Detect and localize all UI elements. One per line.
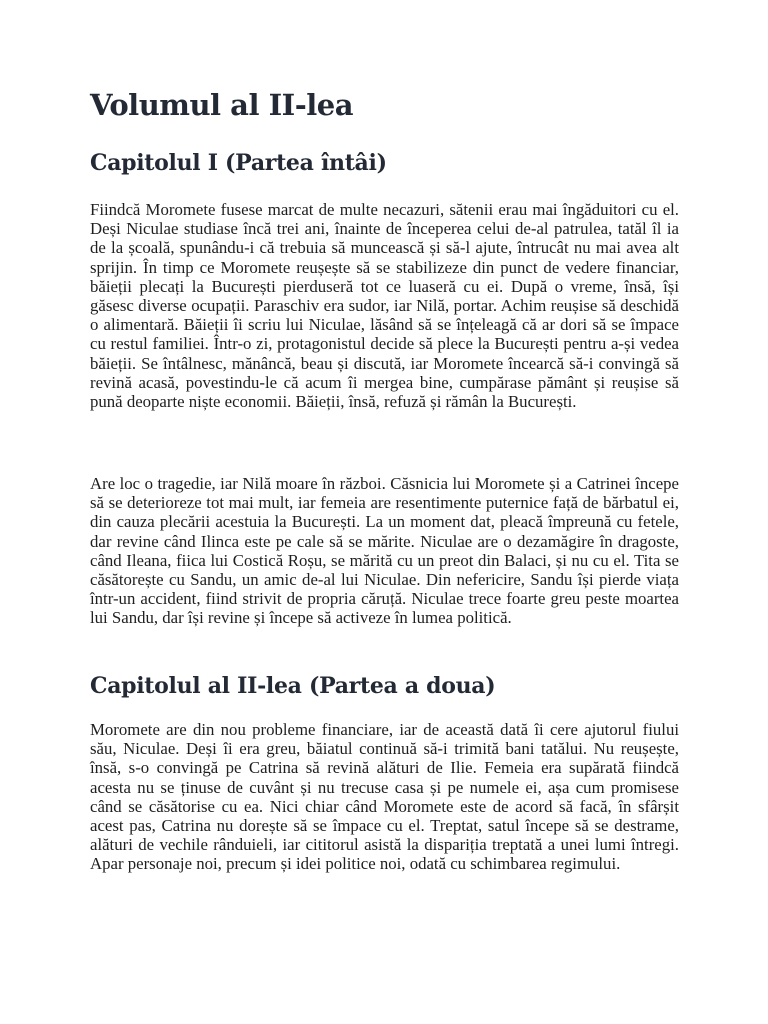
chapter-1-paragraph-1: Fiindcă Moromete fusese marcat de multe necazuri, sătenii erau mai îngăduitori cu el. Deși Niculae studiase încă trei ani, înainte de începerea celui de-al patrulea, tatăl îl ia de la școală, spunându-i că trebuia să muncească și să-l ajute, întrucât nu mai avea alt sprijin. În timp ce Moromete reușește să se stabilizeze din punct de vedere financiar, băieții plecați la București pierduseră tot ce luaseră cu ei. După o vreme, însă, își găsesc diverse ocupații. Paraschiv era sudor, iar Nilă, portar. Achim reușise să deschidă o alimentară. Băieții îi scriu lui Niculae, lăsând să se înțeleagă că ar dori să se împace cu restul familiei. Într-o zi, protagonistul decide să plece la București pentru a-și vedea băieții. Se întâlnesc, mănâncă, beau și discută, iar Moromete încearcă să-i convingă să revină acasă, povestindu-le că acum îi mergea bine, cumpărase pământ și reușise să pună deoparte niște economii. Băieții, însă, refuză și rămân la București.	[90, 200, 679, 412]
chapter-heading-2: Capitolul al II-lea (Partea a doua)	[90, 673, 496, 699]
chapter-heading-1: Capitolul I (Partea întâi)	[90, 150, 387, 176]
document-title: Volumul al II-lea	[90, 88, 353, 122]
document-page	[90, 0, 679, 1024]
chapter-2-paragraph-1: Moromete are din nou probleme financiare, iar de această dată îi cere ajutorul fiului său, Niculae. Deși îi era greu, băiatul continuă să-i trimită bani tatălui. Nu reușește, însă, s-o convingă pe Catrina să revină alături de Ilie. Femeia era supărată fiindcă acesta nu se ținuse de cuvânt și nu trecuse casa și pe numele ei, așa cum promisese când se căsătorise cu ea. Nici chiar când Moromete este de acord să facă, în sfârșit acest pas, Catrina nu dorește să se împace cu el. Treptat, satul începe să se destrame, alături de vechile rânduieli, iar cititorul asistă la dispariția treptată a unei lumi întregi. Apar personaje noi, precum și idei politice noi, odată cu schimbarea regimului.	[90, 720, 679, 874]
chapter-1-paragraph-2: Are loc o tragedie, iar Nilă moare în război. Căsnicia lui Moromete și a Catrinei începe să se deterioreze tot mai mult, iar femeia are resentimente puternice față de bărbatul ei, din cauza plecării acestuia la București. La un moment dat, pleacă împreună cu fetele, dar revine când Ilinca este pe cale să se mărite. Niculae are o dezamăgire în dragoste, când Ileana, fiica lui Costică Roșu, se mărită cu un preot din Balaci, și nu cu el. Tita se căsătorește cu Sandu, un amic de-al lui Niculae. Din nefericire, Sandu își pierde viața într-un accident, fiind strivit de propria căruță. Niculae trece foarte greu peste moartea lui Sandu, dar își revine și începe să activeze în lumea politică.	[90, 474, 679, 628]
